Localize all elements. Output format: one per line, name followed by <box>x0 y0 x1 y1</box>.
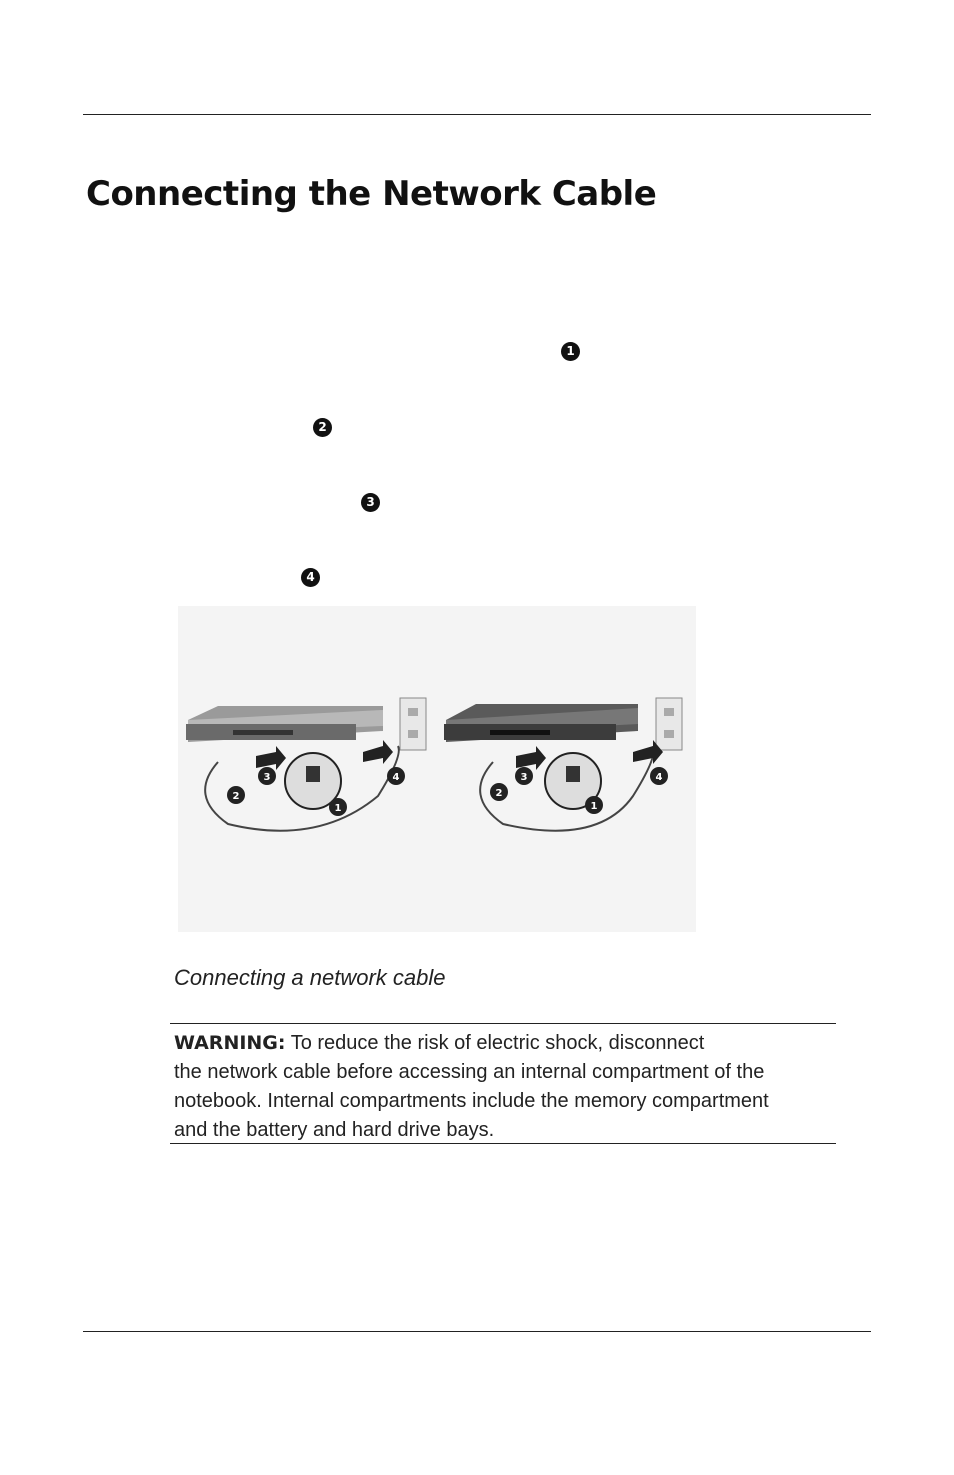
page-title: Connecting the Network Cable <box>86 174 657 214</box>
warning-line-4: and the battery and hard drive bays. <box>174 1119 495 1141</box>
callout-4-right: 4 <box>655 772 663 783</box>
callout-3-left: 3 <box>263 772 271 783</box>
step-marker-2: 2 <box>313 418 332 437</box>
notebook-left <box>186 706 383 742</box>
warning-label: WARNING: <box>174 1032 286 1054</box>
warning-line-3: notebook. Internal compartments include the memory compartment <box>174 1090 769 1112</box>
footer-rule <box>83 1331 871 1332</box>
step-marker-4: 4 <box>301 568 320 587</box>
callout-4-left: 4 <box>392 772 400 783</box>
warning-line-2: the network cable before accessing an internal compartment of the <box>174 1061 765 1083</box>
figure-caption: Connecting a network cable <box>174 965 446 990</box>
header-rule <box>83 114 871 115</box>
callout-1-right: 1 <box>590 801 598 812</box>
step-marker-1: 1 <box>561 342 580 361</box>
callout-1-left: 1 <box>334 803 342 814</box>
callout-2-left: 2 <box>232 791 240 802</box>
callout-3-right: 3 <box>520 772 528 783</box>
network-cable-illustration <box>178 606 696 932</box>
warning-line-1: To reduce the risk of electric shock, disconnect <box>290 1032 705 1054</box>
wall-jack-right <box>656 698 682 750</box>
notebook-right <box>444 704 638 742</box>
warning-text <box>174 1029 824 1145</box>
wall-jack-left <box>400 698 426 750</box>
warning-box <box>170 1023 836 1144</box>
step-marker-3: 3 <box>361 493 380 512</box>
callout-2-right: 2 <box>495 788 503 799</box>
